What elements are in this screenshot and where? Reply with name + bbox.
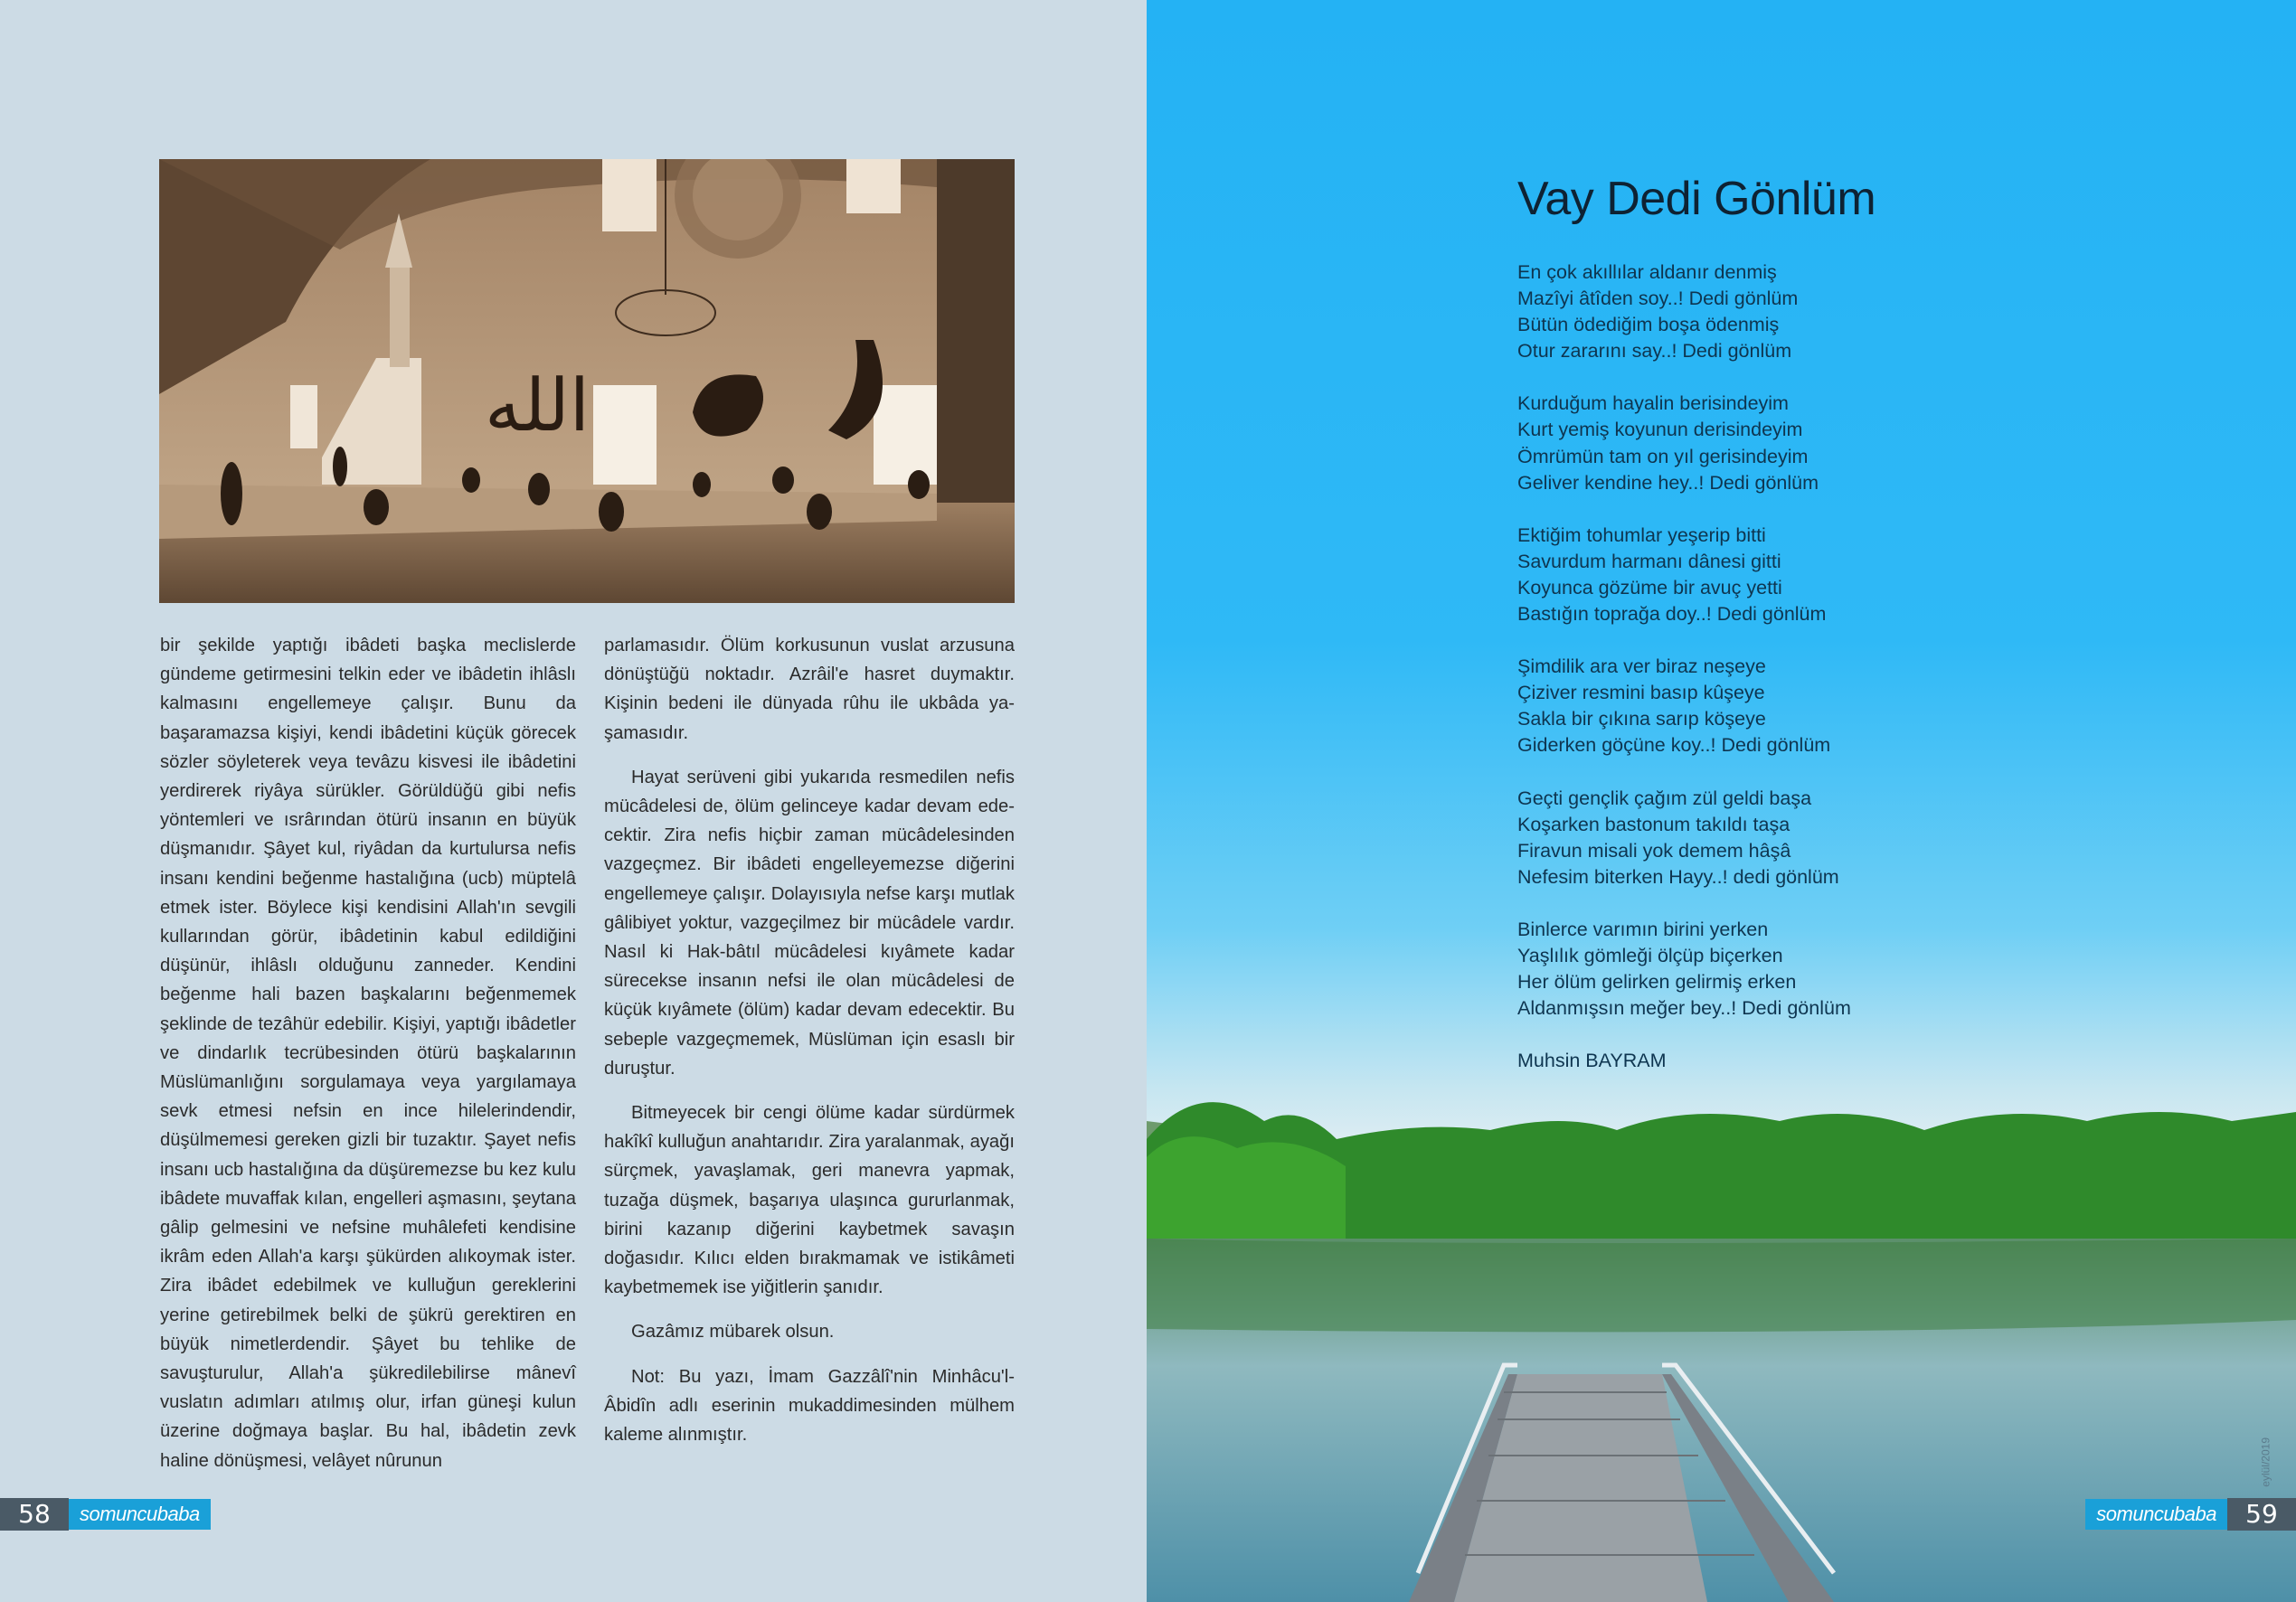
- article-column-1: [160, 631, 576, 1491]
- poem-line: Şimdilik ara ver biraz neşeye: [1517, 655, 1766, 678]
- poem-line: Giderken göçüne koy..! Dedi gönlüm: [1517, 734, 1831, 757]
- poem-line: Otur zararını say..! Dedi gönlüm: [1517, 340, 1792, 363]
- svg-text:الله: الله: [485, 363, 590, 448]
- poem-stanza: [1517, 523, 1851, 627]
- poem-line: Aldanmışsın meğer bey..! Dedi gönlüm: [1517, 997, 1851, 1020]
- poem-line: Bütün ödediğim boşa ödenmiş: [1517, 314, 1780, 336]
- poem-stanza: [1517, 917, 1851, 1022]
- poem-line: Firavun misali yok demem hâşâ: [1517, 839, 1791, 862]
- article-paragraph: Not: Bu yazı, İmam Gazzâlî'nin Minhâcu'l-Âbidîn adlı eserinin mukaddimesinden mülhem kaleme alınmıştır.: [604, 1366, 1015, 1446]
- folio-left: [0, 1498, 211, 1531]
- article-paragraph: Gazâmız mübarek olsun.: [631, 1322, 835, 1343]
- article-column-2: [604, 631, 1015, 1465]
- poem-line: Geçti gençlik çağım zül geldi başa: [1517, 787, 1812, 809]
- poem-line: Savurdum harmanı dânesi gitti: [1517, 550, 1781, 572]
- poem-line: Sakla bir çıkına sarıp köşeye: [1517, 708, 1766, 730]
- article-paragraph: parlamasıdır. Ölüm korkusunun vuslat arzusuna dönüştüğü noktadır. Azrâil'e hasret duymaktır. Kişinin bedeni ile dünyada rûhu ile ukbâda yaşamasıdır.: [604, 636, 1015, 743]
- poem-line: Ömrümün tam on yıl gerisindeyim: [1517, 445, 1809, 467]
- article-paragraph: Hayat serüveni gibi yukarıda resmedilen nefis mücâdelesi de, ölüm gelinceye kadar devam edecektir. Zira nefis hiçbir zaman mücâdelesinden vazgeçmez. Bir ibâdeti engelleyemezse diğerini engellemeye çalışır. Dolayısıyla nefse karşı mutlak gâlibiyet yoktur, vazgeçilmez bir mücâdele vardır. Nasıl ki Hak-bâtıl mücâdelesi kıyâmete kadar sürecekse insanın nefsi ile olan mücâdelesi de küçük kıyâmete (ölüm) kadar devam edecektir. Bu sebeple vazgeçmemek, Müslüman için esaslı bir duruştur.: [604, 767, 1015, 1079]
- page-number: 58: [0, 1498, 69, 1531]
- poem-line: Kurduğum hayalin berisindeyim: [1517, 392, 1789, 415]
- poem-line: Çiziver resmini basıp kûşeye: [1517, 682, 1765, 704]
- poem-stanza: [1517, 654, 1851, 759]
- brand-logo: somuncubaba: [2085, 1499, 2227, 1530]
- mosque-interior-photo: [159, 159, 1015, 603]
- folio-right: [2085, 1498, 2296, 1531]
- poem-line: Nefesim biterken Hayy..! dedi gönlüm: [1517, 865, 1839, 888]
- poem-line: Bastığın toprağa doy..! Dedi gönlüm: [1517, 603, 1827, 626]
- poem-line: Yaşlılık gömleği ölçüp biçerken: [1517, 944, 1783, 966]
- article-paragraph: bir şekilde yaptığı ibâdeti başka meclislerde gündeme getirmesini telkin eder ve ibâdetin ihlâslı kalmasını engellemeye çalışır. Bunu da başaramazsa kişiyi, kendi ibâdetini küçük görecek sözler söyleterek veya tevâzu kisvesi ile ibâdetini yerdirerek riyâya sürükler. Görüldüğü gibi nefis yöntemleri ve ısrârından ötürü insanın en büyük düşmanıdır. Şâyet kul, riyâdan da kurtulursa nefis insanı kendini beğenme hastalığına (ucb) müptelâ etmek ister. Böylece kişi kendisini Allah'ın sevgili kullarından görür, ibâdetinin kabul edildiğini düşünür, ihlâslı olduğunu zanneder. Kendini beğenme hali bazen başkalarını beğenmemek şeklinde de tezâhür edebilir. Kişiyi, yaptığı ibâdetler ve dindarlık tecrübesinden ötürü başkalarının Müslümanlığını sorgulamaya veya yargılamaya sevk etmesi nefsin en ince hilelerindendir, düşülmemesi gereken gizli bir tuzaktır. Şayet nefis insanı ucb hastalığına da düşüremezse bu kez kulu ibâdete muvaffak kılan, engelleri aşmasını, şeytana gâlip gelmesini ve nefsine muhâlefeti kendisine ikrâm eden Allah'a karşı şükürden alıkoymak ister. Zira ibâdet edebilmek ve kulluğun gereklerini yerine getirebilmek belki de şükrü gerektiren en büyük nimetlerdendir. Şâyet bu tehlike de savuşturulur, Allah'a şükredilebilirse mânevî vuslatın adımları atılmış olur, irfan güneşi kulun üzerine doğmaya başlar. Bu hal, ibâdetin zevk haline dönüşmesi, velâyet nûrunun: [160, 636, 576, 1471]
- left-page: [0, 0, 1147, 1602]
- poem-title: Vay Dedi Gönlüm: [1517, 173, 1876, 225]
- poem-line: Binlerce varımın birini yerken: [1517, 918, 1769, 940]
- brand-logo: somuncubaba: [69, 1499, 211, 1530]
- poem-line: Koşarken bastonum takıldı taşa: [1517, 813, 1791, 835]
- poem-stanza: [1517, 391, 1851, 495]
- poem-line: Mazîyi âtîden soy..! Dedi gönlüm: [1517, 287, 1799, 310]
- poem-line: Ektiğim tohumlar yeşerip bitti: [1517, 523, 1766, 546]
- poet-name: Muhsin BAYRAM: [1517, 1050, 1667, 1072]
- poem: [1517, 259, 1851, 1074]
- poem-line: Her ölüm gelirken gelirmiş erken: [1517, 971, 1797, 994]
- poem-line: Geliver kendine hey..! Dedi gönlüm: [1517, 471, 1819, 494]
- poem-stanza: [1517, 259, 1851, 364]
- poem-stanza: [1517, 786, 1851, 891]
- page-number: 59: [2227, 1498, 2296, 1531]
- article-paragraph: Bitmeyecek bir cengi ölüme kadar sürdürmek hakîkî kulluğun anahtarıdır. Zira yaralanmak, ayağı sürçmek, yavaşlamak, geri manevra yapmak, tuzağa düşmek, başarıya ulaşınca gururlanmak, birini kazanıp diğerini kaybetmek savaşın doğasıdır. Kılıcı elden bırakmamak ve istikâmeti kaybetmemek ise yiğitlerin şanıdır.: [604, 1103, 1015, 1298]
- poem-line: En çok akıllılar aldanır denmiş: [1517, 261, 1777, 283]
- poem-line: Kurt yemiş koyunun derisindeyim: [1517, 419, 1803, 441]
- issue-date: eylül/2019: [2260, 1437, 2272, 1487]
- right-page: [1147, 0, 2296, 1602]
- poem-line: Koyunca gözüme bir avuç yetti: [1517, 576, 1782, 598]
